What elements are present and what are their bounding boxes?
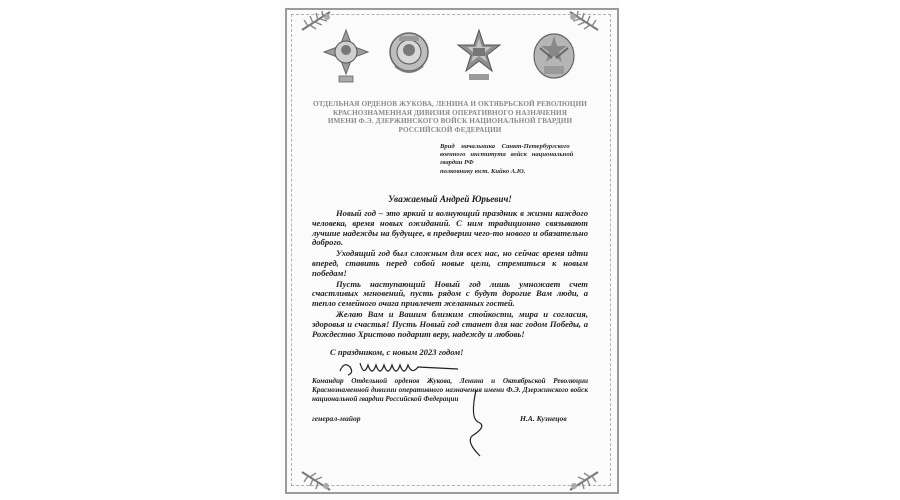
letter-paragraph: Уходящий год был сложным для всех нас, но сейчас время идти вперед, ставить перед собой новые цели, стремиться к новым победам! <box>312 248 588 278</box>
addressee-line: полковнику юст. Кийко А.Ю. <box>440 167 526 175</box>
order-red-banner-icon <box>530 28 578 84</box>
salutation: Уважаемый Андрей Юрьевич! <box>388 194 512 204</box>
addressee-line: гвардии РФ <box>440 159 474 167</box>
fir-branch-icon <box>566 468 600 494</box>
letter-paragraph: Желаю Вам и Вашим близким стойкости, мира и согласия, здоровья и счастья! Пусть Новый год станет для нас годом Победы, а Рождество Христово подарит веру, надежду и любовь! <box>312 308 588 339</box>
order-zhukov-icon <box>322 28 370 84</box>
order-october-revolution-icon <box>455 28 503 84</box>
orders-row <box>0 28 900 84</box>
addressee-line: Врид начальника Санкт-Петербургского <box>440 143 570 150</box>
unit-header <box>305 100 595 134</box>
header-line: КРАСНОЗНАМЕННАЯ ДИВИЗИЯ ОПЕРАТИВНОГО НАЗНАЧЕНИЯ <box>332 108 568 117</box>
signer-title: Командир Отдельной орденов Жукова, Ленина и Октябрьской Революции Краснознаменной дивизии оперативного назначения имени Ф.Э. Дзержинского войск национальной гвардии Российской Федерации <box>312 377 588 403</box>
header-line: ИМЕНИ Ф.Э. ДЗЕРЖИНСКОГО ВОЙСК НАЦИОНАЛЬНОЙ ГВАРДИИ <box>327 117 573 126</box>
signer-rank: генерал-майор <box>312 414 361 423</box>
signer-name: Н.А. Кузнецов <box>520 414 567 423</box>
header-line: РОССИЙСКОЙ ФЕДЕРАЦИИ <box>398 125 502 134</box>
holiday-wish: С праздником, с новым 2023 годом! <box>330 347 464 357</box>
order-lenin-icon <box>385 28 433 84</box>
letter-paragraph: Пусть наступающий Новый год лишь умножает счет счастливых мгновений, пусть рядом с будут дорогие Вам люди, а тепло семейного очага привлечет желанных гостей. <box>312 278 588 309</box>
fir-branch-icon <box>300 468 334 494</box>
addressee-block <box>440 143 600 176</box>
header-line: ОТДЕЛЬНАЯ ОРДЕНОВ ЖУКОВА, ЛЕНИНА И ОКТЯБРЬСКОЙ РЕВОЛЮЦИИ <box>313 100 587 108</box>
letter-paragraph: Новый год – это яркий и волнующий праздник в жизни каждого человека, время новых ожиданий. С ним традиционно связывают лучшие надежды на будущее, в предверии чего-то нового и обязательно доброго. <box>312 208 588 248</box>
signature-flourish <box>462 388 492 458</box>
addressee-line: военного института войск национальной <box>440 151 574 159</box>
letter-body <box>312 209 588 340</box>
